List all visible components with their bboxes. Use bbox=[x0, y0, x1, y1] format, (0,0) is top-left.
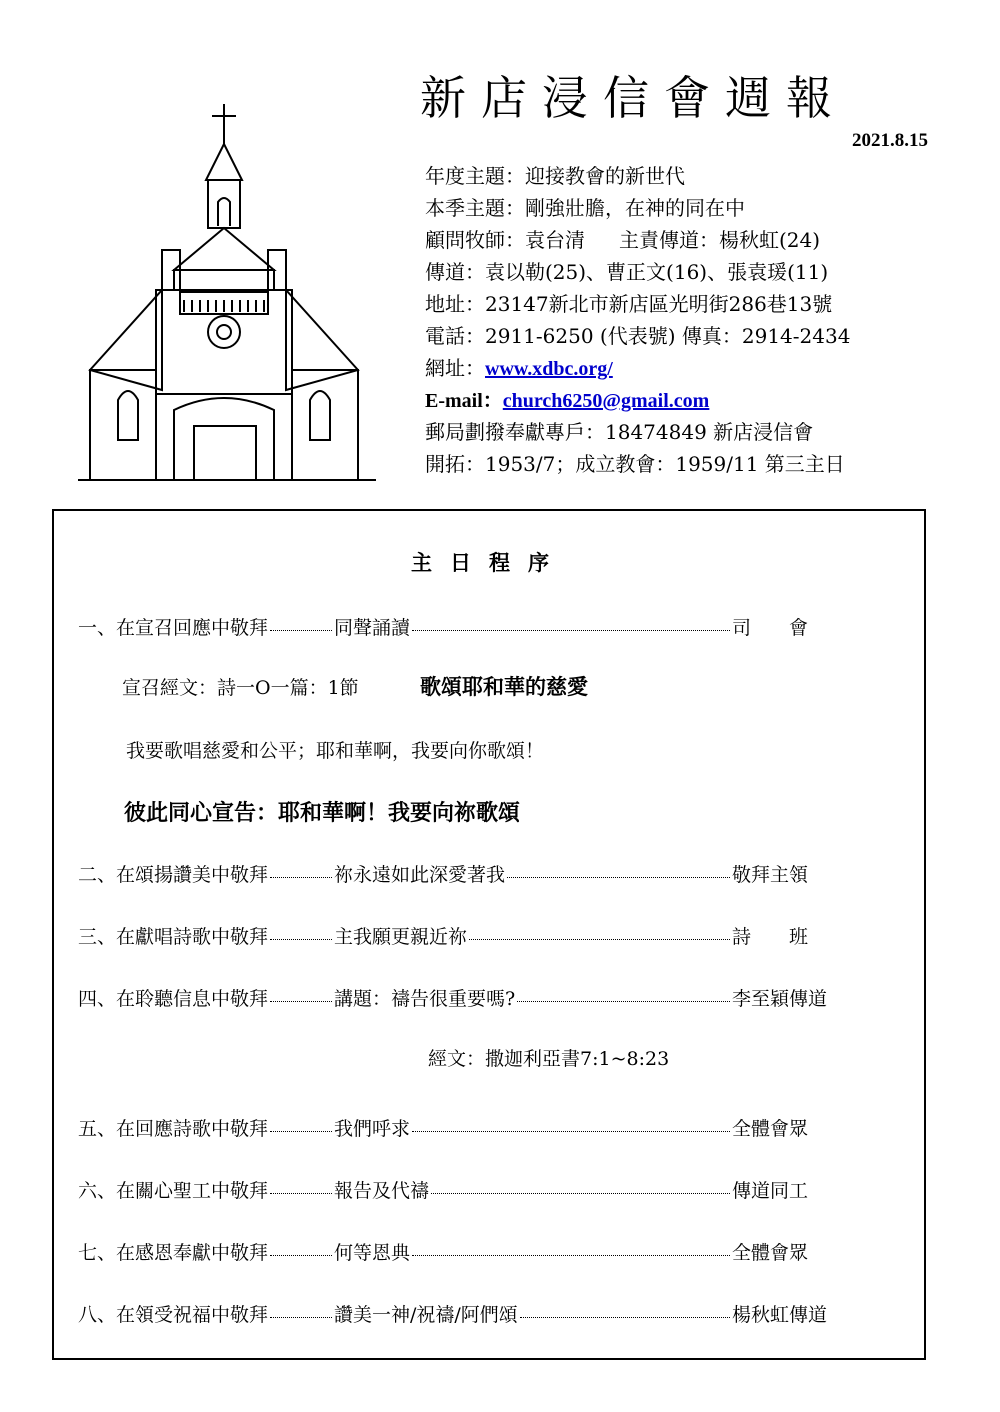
item-content: 祢永遠如此深愛著我 bbox=[334, 863, 506, 886]
church-info bbox=[425, 160, 945, 480]
item-content: 讚美一神/祝禱/阿們頌 bbox=[334, 1303, 518, 1326]
call-verse-ref: 宣召經文：詩一O一篇：1節 bbox=[122, 677, 359, 699]
leader-dots bbox=[507, 865, 730, 878]
item-content: 何等恩典 bbox=[334, 1241, 411, 1264]
program-item-2 bbox=[78, 858, 904, 888]
leader-dots bbox=[412, 1119, 730, 1132]
item-label: 四、在聆聽信息中敬拜 bbox=[78, 987, 269, 1010]
leader-dots bbox=[412, 1243, 730, 1256]
leader-dots bbox=[270, 927, 332, 940]
item-leader: 李至穎傳道 bbox=[732, 987, 828, 1010]
item-content: 我們呼求 bbox=[334, 1117, 411, 1140]
item-leader: 敬拜主領 bbox=[732, 863, 809, 886]
advisor-pastor: 顧問牧師：袁台清 bbox=[425, 228, 585, 252]
item-leader: 司會 bbox=[732, 616, 847, 639]
founded: 開拓：1953/7；成立教會：1959/11 第三主日 bbox=[425, 452, 845, 476]
item-label: 一、在宣召回應中敬拜 bbox=[78, 616, 269, 639]
call-verse-title: 歌頌耶和華的慈愛 bbox=[420, 674, 588, 699]
item-leader: 全體會眾 bbox=[732, 1117, 809, 1140]
church-illustration bbox=[70, 100, 410, 490]
bulletin-title: 新店浸信會週報 bbox=[420, 71, 847, 125]
address: 地址：23147新北市新店區光明街286巷13號 bbox=[425, 292, 833, 316]
item-leader: 傳道同工 bbox=[732, 1179, 809, 1202]
scripture: 經文：撒迦利亞書7:1~8:23 bbox=[428, 1048, 670, 1070]
sunday-program bbox=[52, 509, 926, 1360]
leader-dots bbox=[270, 1119, 332, 1132]
leader-dots bbox=[270, 989, 332, 1002]
leader-dots bbox=[270, 1243, 332, 1256]
pastors bbox=[425, 224, 945, 256]
website-link[interactable]: www.xdbc.org/ bbox=[485, 358, 613, 380]
program-item-5 bbox=[78, 1112, 904, 1142]
program-item-7 bbox=[78, 1236, 904, 1266]
program-item-8 bbox=[78, 1298, 904, 1328]
declaration: 彼此同心宣告：耶和華啊！我要向祢歌頌 bbox=[124, 800, 521, 826]
program-item-1 bbox=[78, 611, 904, 641]
item-label: 三、在獻唱詩歌中敬拜 bbox=[78, 925, 269, 948]
email-link[interactable]: church6250@gmail.com bbox=[502, 390, 710, 412]
preachers: 傳道：袁以勒(25)、曹正文(16)、張袁瑗(11) bbox=[425, 260, 829, 284]
program-item-6 bbox=[78, 1174, 904, 1204]
program-item-3 bbox=[78, 920, 904, 950]
item-content: 報告及代禱 bbox=[334, 1179, 430, 1202]
item-content: 講題：禱告很重要嗎? bbox=[334, 987, 516, 1010]
leader-dots bbox=[412, 618, 730, 631]
item-leader: 全體會眾 bbox=[732, 1241, 809, 1264]
item-label: 八、在領受祝福中敬拜 bbox=[78, 1303, 269, 1326]
program-title: 主日程序 bbox=[411, 550, 567, 575]
leader-dots bbox=[469, 927, 730, 940]
annual-theme: 年度主題：迎接教會的新世代 bbox=[425, 164, 685, 188]
item-content: 同聲誦讀 bbox=[334, 616, 411, 639]
item-content: 主我願更親近祢 bbox=[334, 925, 468, 948]
item-leader: 詩班 bbox=[732, 925, 847, 948]
phone-fax: 電話：2911-6250 (代表號) 傳真：2914-2434 bbox=[425, 324, 851, 348]
leader-dots bbox=[270, 618, 332, 631]
leader-dots bbox=[270, 1305, 332, 1318]
item-leader: 楊秋虹傳道 bbox=[732, 1303, 828, 1326]
call-verse-text: 我要歌唱慈愛和公平；耶和華啊，我要向你歌頌！ bbox=[126, 740, 545, 762]
leader-dots bbox=[520, 1305, 730, 1318]
postal-account: 郵局劃撥奉獻專戶：18474849 新店浸信會 bbox=[425, 420, 814, 444]
website-label: 網址： bbox=[425, 356, 485, 380]
leader-dots bbox=[431, 1181, 730, 1194]
item-label: 二、在頌揚讚美中敬拜 bbox=[78, 863, 269, 886]
item-label: 七、在感恩奉獻中敬拜 bbox=[78, 1241, 269, 1264]
website-row bbox=[425, 352, 945, 384]
leader-dots bbox=[270, 865, 332, 878]
item-label: 六、在關心聖工中敬拜 bbox=[78, 1179, 269, 1202]
season-theme: 本季主題：剛強壯膽，在神的同在中 bbox=[425, 196, 745, 220]
email-label: E-mail： bbox=[425, 390, 503, 412]
item-label: 五、在回應詩歌中敬拜 bbox=[78, 1117, 269, 1140]
leader-dots bbox=[517, 989, 730, 1002]
email-row bbox=[425, 384, 945, 416]
leader-dots bbox=[270, 1181, 332, 1194]
lead-preacher: 主責傳道：楊秋虹(24) bbox=[619, 228, 821, 252]
bulletin-date: 2021.8.15 bbox=[852, 130, 928, 151]
program-item-4 bbox=[78, 982, 904, 1012]
